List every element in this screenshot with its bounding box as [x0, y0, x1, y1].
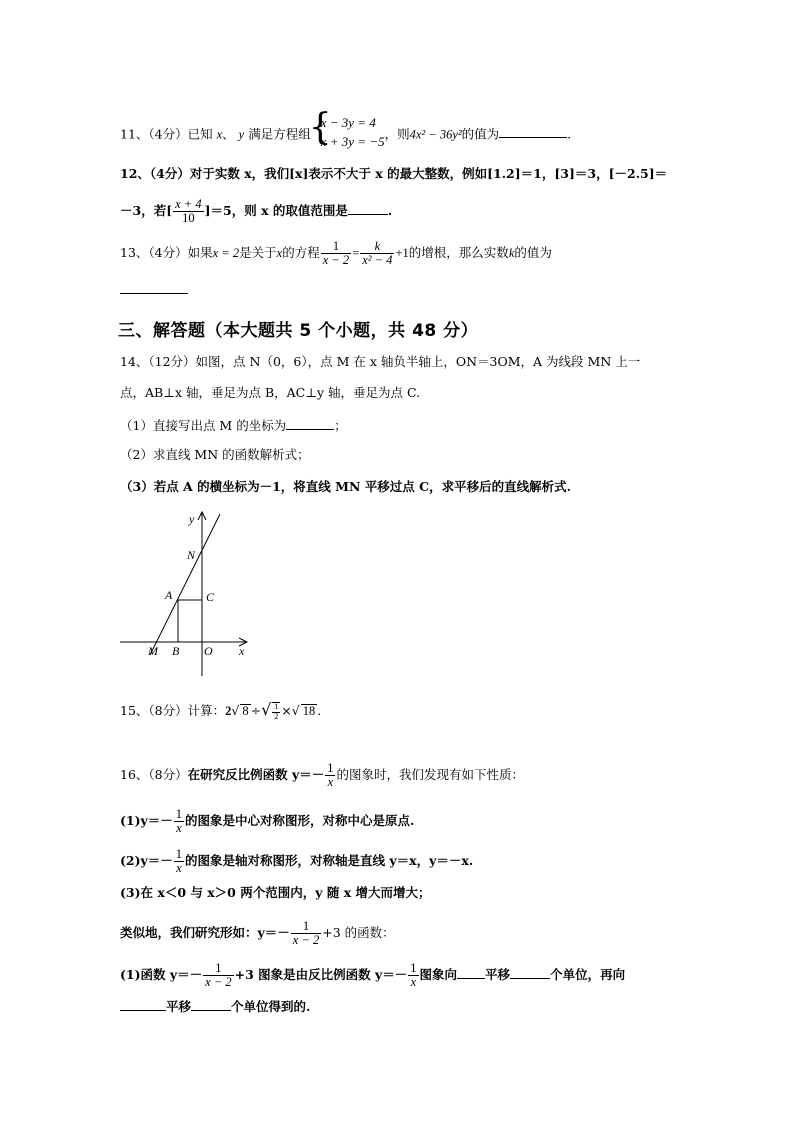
- question-16-part1: (1)函数 y＝－ $\frac{1}{x - 2}$ +3 图象是由反比例函数 y＝－ $\frac{1}{x}$ 图象向 平移 个单位，再向: [120, 961, 626, 990]
- label-o: O: [204, 644, 213, 658]
- question-14-line1: 14、（12分）如图，点 N（0，6），点 M 在 x 轴负半轴上，ON＝3OM，A 为线段 MN 上一: [120, 354, 641, 369]
- label-c: C: [206, 590, 215, 604]
- answer-blank: [286, 418, 334, 430]
- sqrt-18: 18: [302, 704, 316, 718]
- fraction: $\frac{1}{x - 2}$: [205, 961, 232, 990]
- answer-blank: [191, 999, 231, 1011]
- question-15: 15、（8分）计算：2√ 8 ÷√ $\frac{1}{2}$ ×√ 18 .: [120, 700, 322, 721]
- question-16-prop2: (2)y＝－ $\frac{1}{x}$ 的图象是轴对称图形，对称轴是直线 y＝x，y＝－x.: [120, 847, 474, 876]
- question-14-part2: （2）求直线 MN 的函数解析式；: [120, 447, 310, 462]
- label-m: M: [148, 644, 158, 658]
- fraction: $\frac{1}{2}$: [274, 702, 279, 721]
- question-16-prop1: (1)y＝－ $\frac{1}{x}$ 的图象是中心对称图形，对称中心是原点.: [120, 807, 415, 836]
- question-12-line1: 12、（4分）对于实数 x，我们[x]表示不大于 x 的最大整数，例如[1.2]＝1，[3]＝3，[－2.5]＝: [120, 166, 668, 181]
- equation-system: { x − 3y = 4 x + 3y = −5: [308, 107, 385, 149]
- fraction: $\frac{1}{x}$: [327, 761, 334, 790]
- sqrt-8: 8: [242, 704, 249, 718]
- question-12-line2: －3，若[ $\frac{x + 4}{10}$ ]＝5，则 x 的取值范围是 .: [120, 197, 393, 226]
- fraction: $\frac{1}{x}$: [175, 807, 183, 836]
- question-16-intro: 16、（8分）在研究反比例函数 y＝－ $\frac{1}{x}$ 的图象时，我们发现有如下性质：: [120, 761, 524, 790]
- coordinate-figure: [115, 508, 265, 680]
- label-x: x: [239, 644, 245, 658]
- fraction: $\frac{k}{\text{x² − 4}}$: [362, 239, 393, 268]
- question-11: 11、（4分）已知 x、 y 满足方程组 { x − 3y = 4 x + 3y = −5 ，则4x² − 36y²的值为 .: [120, 116, 571, 154]
- answer-blank: [457, 967, 485, 979]
- answer-blank: [120, 999, 166, 1011]
- fraction: $\frac{x + 4}{10}$: [175, 197, 202, 226]
- question-14-part3: （3）若点 A 的横坐标为－1，将直线 MN 平移过点 C，求平移后的直线解析式.: [120, 479, 571, 494]
- label-b: B: [172, 644, 180, 658]
- fraction: $\frac{1}{x - 2}$: [322, 239, 350, 268]
- question-16-part1-cont: 平移 个单位得到的.: [120, 999, 310, 1014]
- section-heading: 三、解答题（本大题共 5 个小题，共 48 分）: [118, 321, 479, 341]
- question-14-line2: 点，AB⊥x 轴，垂足为点 B，AC⊥y 轴，垂足为点 C.: [120, 385, 421, 400]
- label-y: y: [189, 512, 195, 526]
- answer-blank: [120, 282, 188, 294]
- label-a: A: [165, 588, 173, 602]
- q11-number: 11、（4分）: [120, 126, 188, 142]
- question-16-prop3: (3)在 x＜0 与 x＞0 两个范围内，y 随 x 增大而增大；: [120, 885, 431, 900]
- label-n: N: [187, 548, 196, 562]
- fraction: $\frac{1}{x}$: [410, 961, 417, 990]
- question-14-part1: （1）直接写出点 M 的坐标为 ；: [120, 418, 347, 433]
- fraction: $\frac{1}{x}$: [175, 847, 183, 876]
- answer-blank: [499, 126, 567, 138]
- line-mn: [150, 514, 220, 655]
- fraction: $\frac{1}{x - 2}$: [292, 919, 320, 948]
- question-13: 13、（4分）如果x = 2是关于x的方程 $\frac{1}{x - 2}$ = $\frac{k}{\text{x² − 4}}$ +1的增根，那么实数k的值为: [120, 239, 552, 268]
- answer-blank: [510, 967, 550, 979]
- answer-blank: [348, 203, 388, 215]
- question-16-similar: 类似地，我们研究形如：y＝－ $\frac{1}{x - 2}$ +3 的函数：: [120, 919, 395, 948]
